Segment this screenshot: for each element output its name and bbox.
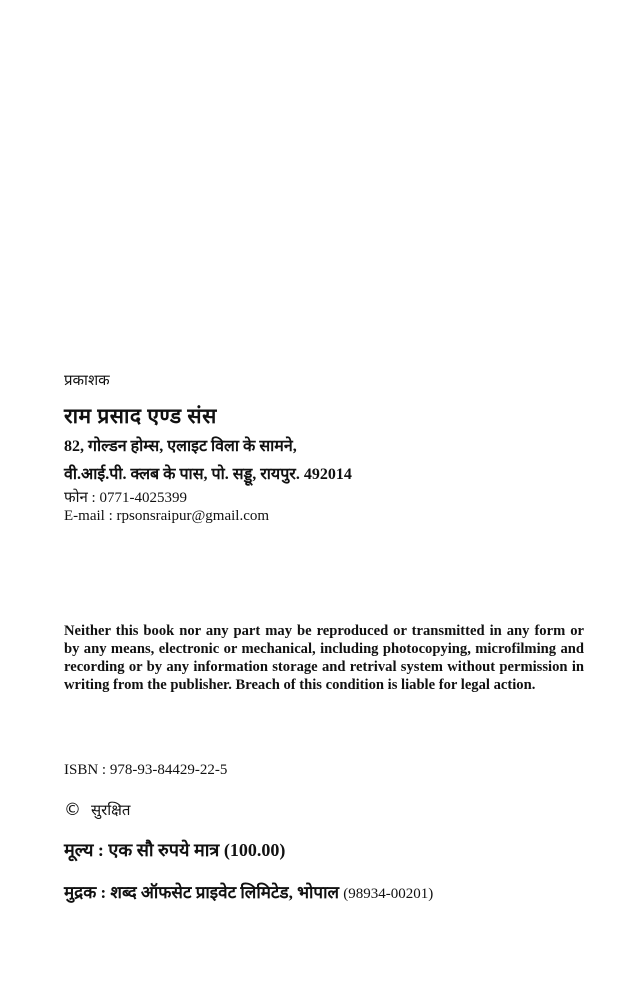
printer-text: मुद्रक : शब्द ऑफसेट प्राइवेट लिमिटेड, भोपाल [64, 883, 340, 902]
publisher-phone: फोन : 0771-4025399 [64, 490, 187, 506]
copyright-notice: Neither this book nor any part may be reproduced or transmitted in any form or by any means, electronic or mechanical, including photocopying, microfilming and recording or by any information storage and retrival system without permission in writing from the publisher. Breach of this condition is liable for legal action. [64, 623, 584, 693]
publisher-address-line1: 82, गोल्डन होम्स, एलाइट विला के सामने, [64, 438, 297, 455]
publisher-address-line2: वी.आई.पी. क्लब के पास, पो. सड्डू, रायपुर. 492014 [64, 466, 352, 483]
copyright-text: सुरक्षित [91, 803, 131, 819]
copyright-icon: © [64, 800, 81, 820]
publisher-email: E-mail : rpsonsraipur@gmail.com [64, 508, 270, 524]
price: मूल्य : एक सौ रुपये मात्र (100.00) [64, 840, 286, 860]
publisher-label: प्रकाशक [64, 373, 110, 389]
printer-line [64, 880, 433, 903]
printer-phone: (98934-00201) [343, 886, 434, 902]
copyright-line [64, 800, 130, 820]
publisher-name: राम प्रसाद एण्ड संस [64, 404, 217, 428]
isbn: ISBN : 978-93-84429-22-5 [64, 762, 228, 778]
